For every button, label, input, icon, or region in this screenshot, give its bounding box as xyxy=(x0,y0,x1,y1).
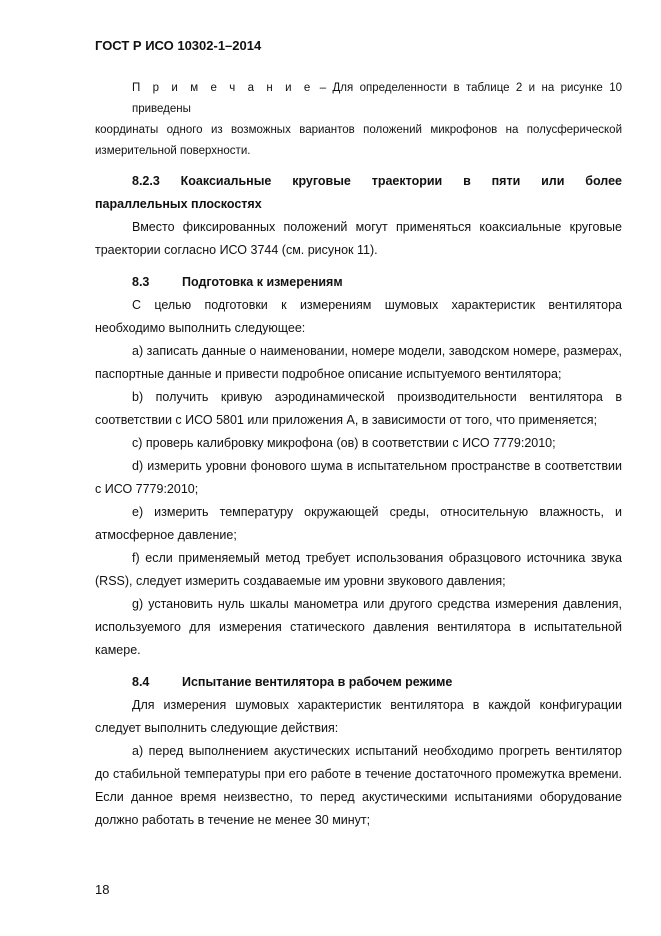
list-item: g) установить нуль шкалы манометра или другого средства измерения давления, используемого для измерения статического давления вентилятора в испытательной камере. xyxy=(95,597,622,657)
list-item: a) перед выполнением акустических испытаний необходимо прогреть вентилятор до стабильной температуры при его работе в течение достаточного промежутка времени. Если данное время неизвестно, то перед акустическими испытаниями оборудование должно работать в течение не менее 30 минут; xyxy=(95,744,622,827)
title-word: или xyxy=(541,174,565,188)
note-dash: – xyxy=(319,82,327,94)
page-number: 18 xyxy=(95,882,110,897)
section-number: 8.4 xyxy=(132,675,150,689)
section-number: 8.2.3 xyxy=(132,174,160,188)
section-8-3-intro: С целью подготовки к измерениям шумовых характеристик вентилятора необходимо выполнить следующее: xyxy=(95,298,622,335)
title-word: в xyxy=(463,174,471,188)
section-8-2-3-title-line1 xyxy=(95,170,622,193)
section-8-4-intro: Для измерения шумовых характеристик вентилятора в каждой конфигурации следует выполнить следующие действия: xyxy=(95,698,622,735)
title-word: более xyxy=(585,174,622,188)
section-title: Испытание вентилятора в рабочем режиме xyxy=(182,675,453,689)
list-item: f) если применяемый метод требует использования образцового источника звука (RSS), следует измерить создаваемые им уровни звукового давления; xyxy=(95,551,622,588)
note-block xyxy=(95,78,622,162)
section-number: 8.3 xyxy=(132,275,150,289)
note-text-1: Для определенности в таблице 2 и на рисунке 10 приведены xyxy=(132,82,622,115)
title-word: Коаксиальные xyxy=(180,174,272,188)
list-item: b) получить кривую аэродинамической производительности вентилятора в соответствии с ИСО 5801 или приложения А, в зависимости от того, что применяется; xyxy=(95,390,622,427)
list-item: a) записать данные о наименовании, номере модели, заводском номере, размерах, паспортные данные и привести подробное описание испытуемого вентилятора; xyxy=(95,344,622,381)
note-label: П р и м е ч а н и е xyxy=(132,82,314,94)
section-8-4-heading xyxy=(95,671,622,694)
list-item: c) проверь калибровку микрофона (ов) в соответствии с ИСО 7779:2010; xyxy=(132,436,556,450)
title-word: траектории xyxy=(371,174,443,188)
title-word: пяти xyxy=(491,174,521,188)
title-word: круговые xyxy=(292,174,351,188)
list-item: d) измерить уровни фонового шума в испытательном пространстве в соответствии с ИСО 7779:2010; xyxy=(95,459,622,496)
section-8-2-3-paragraph: Вместо фиксированных положений могут применяться коаксиальные круговые траектории согласно ИСО 3744 (см. рисунок 11). xyxy=(95,220,622,257)
section-title: Подготовка к измерениям xyxy=(182,275,343,289)
page-content xyxy=(95,78,622,832)
list-item: e) измерить температуру окружающей среды, относительную влажность, и атмосферное давление; xyxy=(95,505,622,542)
note-text-2: координаты одного из возможных вариантов положений микрофонов на полусферической измерительной поверхности. xyxy=(95,124,622,157)
section-8-3-heading xyxy=(95,271,622,294)
section-8-2-3-heading xyxy=(95,170,622,216)
section-8-2-3-title-line2: параллельных плоскостях xyxy=(95,197,262,211)
note-first-line xyxy=(95,78,622,120)
document-header: ГОСТ Р ИСО 10302-1–2014 xyxy=(95,38,262,53)
